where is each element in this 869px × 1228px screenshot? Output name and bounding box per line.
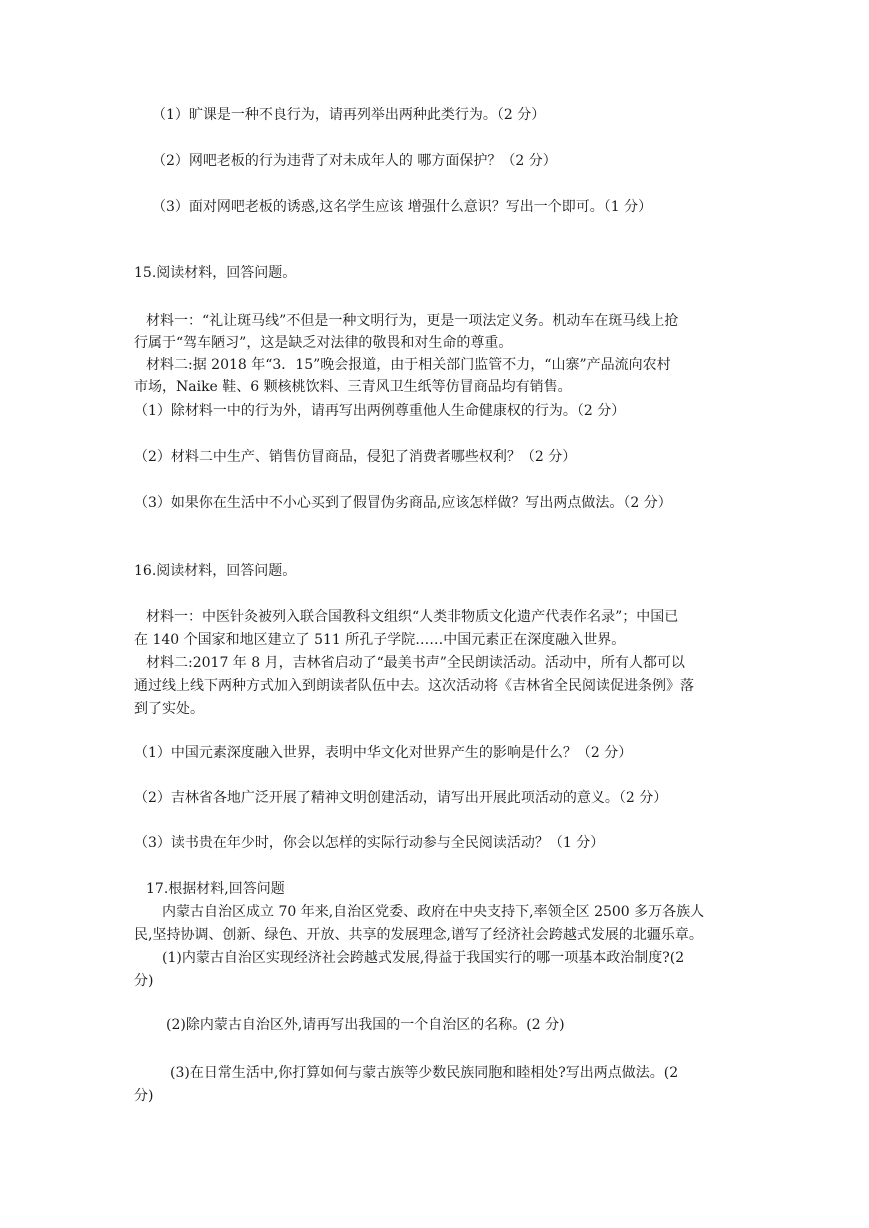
q16-title: 16.阅读材料，回答问题。 [134,563,297,579]
q16-sub2: （2）吉林省各地广泛开展了精神文明创建活动，请写出开展此项活动的意义。（2 分） [134,790,668,806]
q15-material2-line2: 市场，Naike 鞋、6 颗核桃饮料、三青风卫生纸等仿冒商品均有销售。 [134,379,572,395]
q17-sub1-line1: (1)内蒙古自治区实现经济社会跨越式发展,得益于我国实行的哪一项基本政治制度?(2 [162,950,685,966]
q17-sub3-line2: 分) [134,1088,154,1104]
q15-material1-line1: 材料一：“礼让斑马线”不但是一种文明行为，更是一项法定义务。机动车在斑马线上抢 [146,313,679,329]
q16-sub3: （3）读书贵在年少时，你会以怎样的实际行动参与全民阅读活动？（1 分） [134,835,605,851]
q15-material1-line2: 行属于“驾车陋习”，这是缺乏对法律的敬畏和对生命的尊重。 [134,335,513,351]
q16-material1-line2: 在 140 个国家和地区建立了 511 所孔子学院……中国元素正在深度融入世界。 [134,632,626,648]
q16-material2-line2: 通过线上线下两种方式加入到朗读者队伍中去。这次活动将《吉林省全民阅读促进条例》落 [134,678,694,694]
q15-sub2: （2）材料二中生产、销售仿冒商品，侵犯了消费者哪些权利？（2 分） [134,449,577,465]
q16-material2-line1: 材料二:2017 年 8 月，吉林省启动了“最美书声”全民朗读活动。活动中，所有人都可以 [146,655,685,671]
q17-sub2: (2)除内蒙古自治区外,请再写出我国的一个自治区的名称。(2 分) [166,1017,565,1033]
q17-sub1-line2: 分) [134,973,154,989]
q16-material2-line3: 到了实处。 [134,701,204,717]
q15-sub3: （3）如果你在生活中不小心买到了假冒伪劣商品,应该怎样做？写出两点做法。（2 分） [134,495,672,511]
q17-title: 17.根据材料,回答问题 [146,881,285,897]
q15-sub1: （1）除材料一中的行为外，请再写出两例尊重他人生命健康权的行为。（2 分） [134,403,626,419]
q17-material-line1: 内蒙古自治区成立 70 年来,自治区党委、政府在中央支持下,率领全区 2500 多万各族人 [162,904,705,920]
q17-sub3-line1: (3)在日常生活中,你打算如何与蒙古族等少数民族同胞和睦相处?写出两点做法。(2 [170,1065,679,1081]
q17-material-line2: 民,坚持协调、创新、绿色、开放、共享的发展理念,谱写了经济社会跨越式发展的北疆乐章。 [134,927,703,943]
q14-sub2: （2）网吧老板的行为违背了对未成年人的 哪方面保护？（2 分） [152,153,557,169]
q16-sub1: （1）中国元素深度融入世界，表明中华文化对世界产生的影响是什么？（2 分） [134,745,633,761]
q15-material2-line1: 材料二:据 2018 年“3．15”晚会报道，由于相关部门监管不力，“山寨”产品流向农村 [146,357,671,373]
q14-sub3: （3）面对网吧老板的诱惑,这名学生应该 增强什么意识？写出一个即可。（1 分） [152,199,653,215]
q14-sub1: （1）旷课是一种不良行为，请再列举出两种此类行为。（2 分） [152,107,546,123]
q15-title: 15.阅读材料，回答问题。 [134,265,297,281]
q16-material1-line1: 材料一：中医针灸被列入联合国教科文组织“人类非物质文化遗产代表作名录”；中国已 [146,609,679,625]
